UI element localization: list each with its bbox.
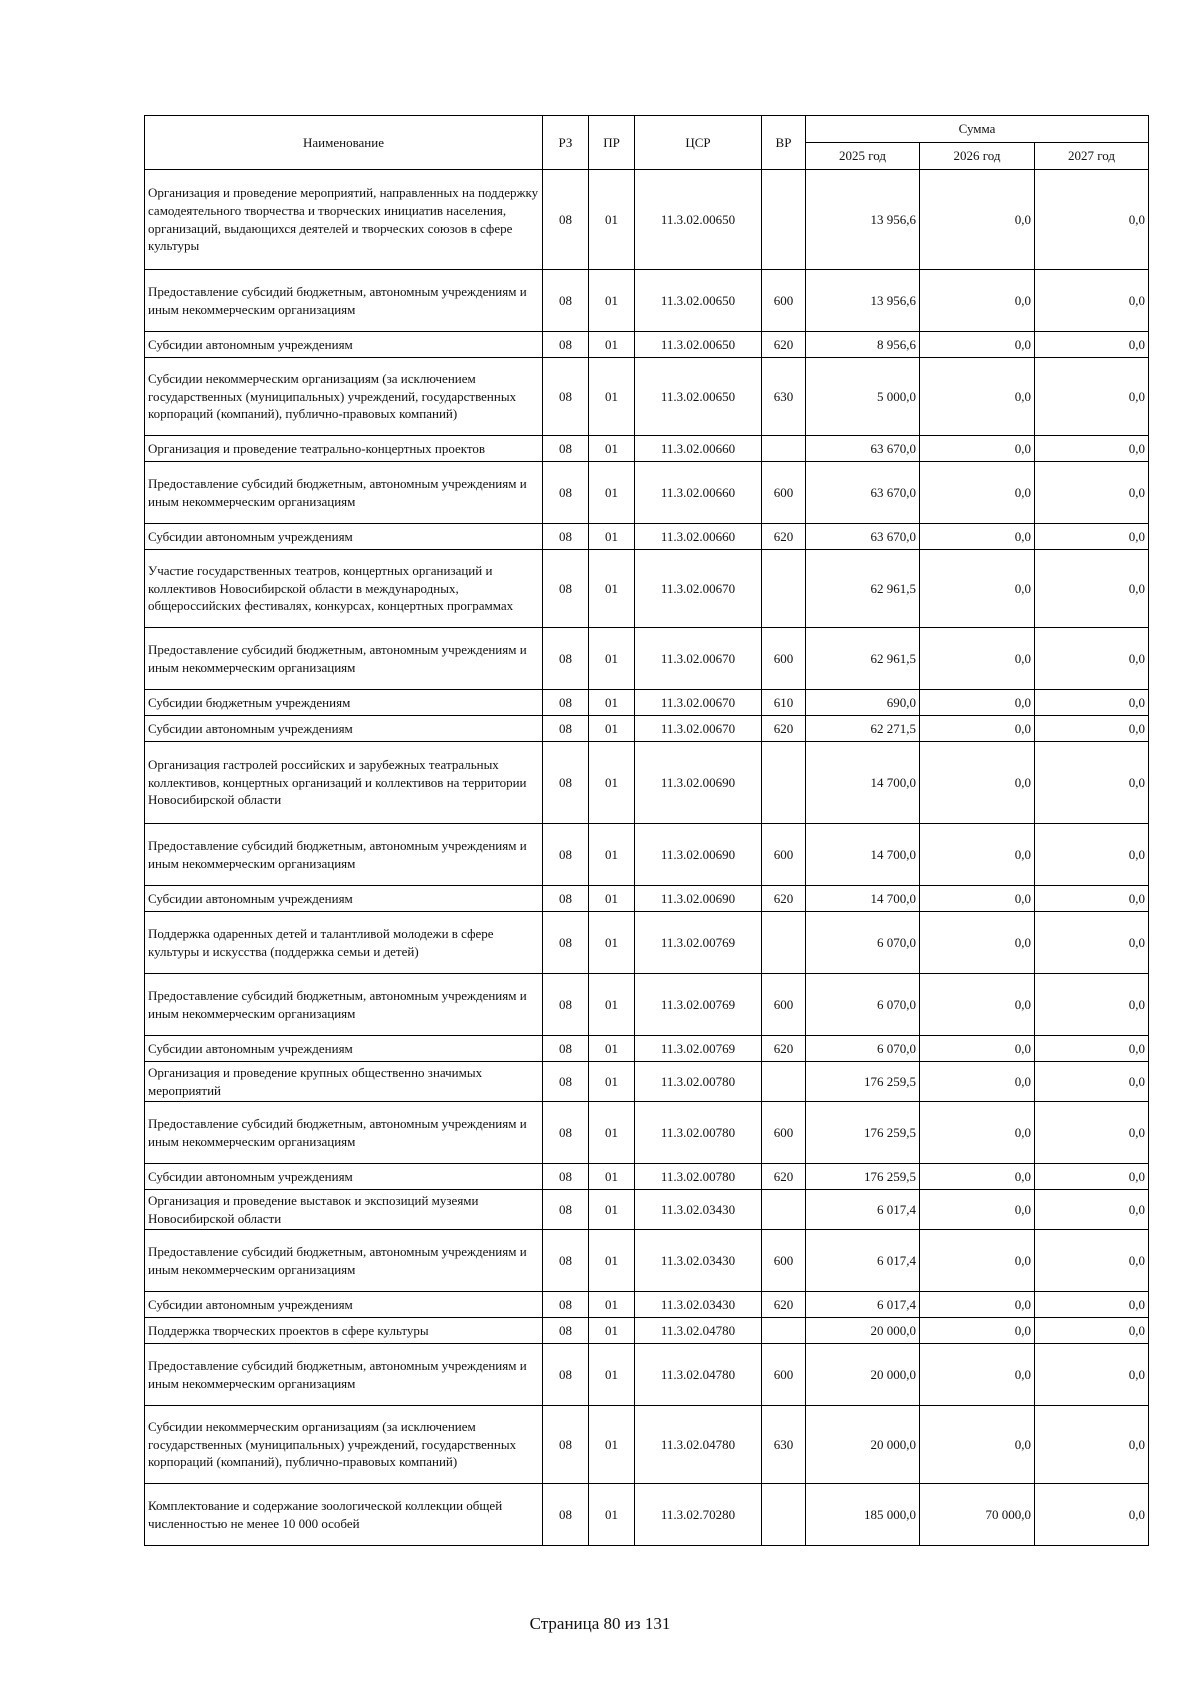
cell-pr: 01 [589,628,635,690]
cell-vr: 620 [762,716,806,742]
table-row [145,824,1149,886]
cell-2026: 0,0 [920,912,1035,974]
cell-2025: 6 070,0 [806,912,920,974]
cell-vr: 620 [762,886,806,912]
cell-pr: 01 [589,690,635,716]
cell-vr: 620 [762,1036,806,1062]
table-row [145,1164,1149,1190]
page-number: Страница 80 из 131 [529,1614,671,1633]
cell-vr: 630 [762,1406,806,1484]
cell-vr [762,550,806,628]
cell-2026: 0,0 [920,1318,1035,1344]
table-row [145,358,1149,436]
cell-name: Организация гастролей российских и зарубежных театральных коллективов, концертных организаций и коллективов на территории Новосибирской области [145,742,543,824]
cell-2026: 0,0 [920,716,1035,742]
cell-vr [762,912,806,974]
cell-pr: 01 [589,1230,635,1292]
cell-vr: 600 [762,628,806,690]
cell-2027: 0,0 [1035,886,1149,912]
cell-2027: 0,0 [1035,1036,1149,1062]
cell-csr: 11.3.02.00650 [635,170,762,270]
cell-name: Участие государственных театров, концертных организаций и коллективов Новосибирской области в международных, общероссийских фестивалях, конкурсах, концертных программах [145,550,543,628]
cell-2026: 0,0 [920,550,1035,628]
cell-2027: 0,0 [1035,332,1149,358]
cell-pr: 01 [589,462,635,524]
cell-pr: 01 [589,886,635,912]
cell-vr [762,1190,806,1230]
cell-rz: 08 [543,1190,589,1230]
header-year-2025: 2025 год [806,143,920,170]
cell-2025: 8 956,6 [806,332,920,358]
cell-rz: 08 [543,550,589,628]
cell-vr: 600 [762,974,806,1036]
cell-pr: 01 [589,436,635,462]
cell-2025: 6 017,4 [806,1292,920,1318]
table-row [145,1344,1149,1406]
cell-csr: 11.3.02.00670 [635,690,762,716]
header-vr: ВР [762,116,806,170]
header-year-2027: 2027 год [1035,143,1149,170]
table-row [145,974,1149,1036]
cell-vr: 630 [762,358,806,436]
cell-name: Организация и проведение выставок и экспозиций музеями Новосибирской области [145,1190,543,1230]
cell-csr: 11.3.02.00690 [635,742,762,824]
cell-name: Субсидии автономным учреждениям [145,1036,543,1062]
cell-2025: 13 956,6 [806,270,920,332]
table-row [145,886,1149,912]
cell-rz: 08 [543,270,589,332]
cell-vr: 620 [762,524,806,550]
header-year-2026: 2026 год [920,143,1035,170]
cell-pr: 01 [589,824,635,886]
table-row [145,1190,1149,1230]
cell-pr: 01 [589,1190,635,1230]
cell-name: Поддержка творческих проектов в сфере культуры [145,1318,543,1344]
cell-2026: 70 000,0 [920,1484,1035,1546]
cell-name: Предоставление субсидий бюджетным, автономным учреждениям и иным некоммерческим организациям [145,1102,543,1164]
cell-pr: 01 [589,550,635,628]
cell-pr: 01 [589,170,635,270]
cell-csr: 11.3.02.04780 [635,1406,762,1484]
table-row [145,742,1149,824]
table-row [145,1318,1149,1344]
cell-rz: 08 [543,332,589,358]
cell-2027: 0,0 [1035,1292,1149,1318]
cell-pr: 01 [589,1102,635,1164]
cell-rz: 08 [543,1484,589,1546]
header-csr: ЦСР [635,116,762,170]
cell-2027: 0,0 [1035,1406,1149,1484]
header-pr: ПР [589,116,635,170]
cell-rz: 08 [543,358,589,436]
cell-2026: 0,0 [920,462,1035,524]
cell-name: Поддержка одаренных детей и талантливой молодежи в сфере культуры и искусства (поддержка семьи и детей) [145,912,543,974]
cell-csr: 11.3.02.00650 [635,332,762,358]
cell-rz: 08 [543,912,589,974]
cell-vr: 600 [762,1344,806,1406]
cell-rz: 08 [543,1164,589,1190]
cell-rz: 08 [543,974,589,1036]
cell-pr: 01 [589,742,635,824]
cell-2027: 0,0 [1035,912,1149,974]
cell-2025: 63 670,0 [806,524,920,550]
cell-csr: 11.3.02.00650 [635,270,762,332]
cell-name: Субсидии некоммерческим организациям (за исключением государственных (муниципальных) учреждений, государственных корпораций (компаний), публично-правовых компаний) [145,358,543,436]
cell-csr: 11.3.02.00650 [635,358,762,436]
cell-csr: 11.3.02.00690 [635,824,762,886]
cell-2027: 0,0 [1035,462,1149,524]
cell-csr: 11.3.02.00769 [635,1036,762,1062]
cell-rz: 08 [543,690,589,716]
cell-2027: 0,0 [1035,270,1149,332]
cell-rz: 08 [543,824,589,886]
cell-2026: 0,0 [920,332,1035,358]
cell-pr: 01 [589,1292,635,1318]
cell-2026: 0,0 [920,742,1035,824]
cell-name: Субсидии автономным учреждениям [145,332,543,358]
cell-csr: 11.3.02.00670 [635,716,762,742]
cell-2026: 0,0 [920,690,1035,716]
table-row [145,1230,1149,1292]
cell-2027: 0,0 [1035,628,1149,690]
table-row [145,332,1149,358]
cell-vr: 600 [762,1230,806,1292]
cell-name: Субсидии автономным учреждениям [145,716,543,742]
table-row [145,1406,1149,1484]
cell-pr: 01 [589,332,635,358]
cell-csr: 11.3.02.00780 [635,1164,762,1190]
cell-pr: 01 [589,1318,635,1344]
cell-name: Предоставление субсидий бюджетным, автономным учреждениям и иным некоммерческим организациям [145,1230,543,1292]
cell-2027: 0,0 [1035,524,1149,550]
cell-vr [762,436,806,462]
table-row [145,1062,1149,1102]
budget-table [144,115,1149,1546]
cell-csr: 11.3.02.00660 [635,524,762,550]
cell-2025: 6 017,4 [806,1190,920,1230]
table-row [145,1292,1149,1318]
cell-pr: 01 [589,1036,635,1062]
cell-vr [762,170,806,270]
cell-2027: 0,0 [1035,170,1149,270]
cell-2026: 0,0 [920,270,1035,332]
cell-2025: 6 017,4 [806,1230,920,1292]
cell-2025: 62 961,5 [806,628,920,690]
cell-rz: 08 [543,462,589,524]
cell-pr: 01 [589,1344,635,1406]
cell-name: Предоставление субсидий бюджетным, автономным учреждениям и иным некоммерческим организациям [145,974,543,1036]
cell-2026: 0,0 [920,886,1035,912]
cell-pr: 01 [589,1164,635,1190]
header-rz: РЗ [543,116,589,170]
cell-vr: 620 [762,332,806,358]
cell-2025: 20 000,0 [806,1344,920,1406]
cell-name: Организация и проведение крупных общественно значимых мероприятий [145,1062,543,1102]
table-row [145,716,1149,742]
table-row [145,462,1149,524]
cell-2025: 20 000,0 [806,1406,920,1484]
table-row [145,912,1149,974]
cell-csr: 11.3.02.00690 [635,886,762,912]
cell-vr: 620 [762,1164,806,1190]
cell-name: Комплектование и содержание зоологической коллекции общей численностью не менее 10 000 особей [145,1484,543,1546]
cell-vr: 600 [762,462,806,524]
cell-csr: 11.3.02.00670 [635,550,762,628]
table-row [145,690,1149,716]
cell-2025: 62 271,5 [806,716,920,742]
cell-2026: 0,0 [920,1102,1035,1164]
cell-rz: 08 [543,1344,589,1406]
cell-2027: 0,0 [1035,690,1149,716]
cell-2026: 0,0 [920,824,1035,886]
cell-2025: 5 000,0 [806,358,920,436]
table-row [145,1036,1149,1062]
cell-2025: 14 700,0 [806,824,920,886]
cell-rz: 08 [543,524,589,550]
cell-2026: 0,0 [920,1230,1035,1292]
header-sum: Сумма [806,116,1149,143]
cell-name: Предоставление субсидий бюджетным, автономным учреждениям и иным некоммерческим организациям [145,270,543,332]
table-row [145,1102,1149,1164]
cell-2027: 0,0 [1035,716,1149,742]
cell-pr: 01 [589,974,635,1036]
table-header [145,116,1149,170]
cell-2026: 0,0 [920,170,1035,270]
cell-2027: 0,0 [1035,1230,1149,1292]
cell-2027: 0,0 [1035,436,1149,462]
table-row [145,270,1149,332]
cell-pr: 01 [589,1062,635,1102]
cell-csr: 11.3.02.00769 [635,974,762,1036]
cell-rz: 08 [543,886,589,912]
cell-2026: 0,0 [920,974,1035,1036]
cell-pr: 01 [589,912,635,974]
cell-rz: 08 [543,1036,589,1062]
cell-2026: 0,0 [920,1036,1035,1062]
cell-2027: 0,0 [1035,742,1149,824]
table-row [145,436,1149,462]
cell-pr: 01 [589,1406,635,1484]
cell-2027: 0,0 [1035,1102,1149,1164]
cell-2026: 0,0 [920,1164,1035,1190]
cell-vr [762,1062,806,1102]
table-body [145,170,1149,1546]
cell-name: Субсидии бюджетным учреждениям [145,690,543,716]
cell-2025: 176 259,5 [806,1062,920,1102]
cell-csr: 11.3.02.04780 [635,1318,762,1344]
cell-pr: 01 [589,270,635,332]
cell-name: Предоставление субсидий бюджетным, автономным учреждениям и иным некоммерческим организациям [145,1344,543,1406]
cell-name: Организация и проведение театрально-концертных проектов [145,436,543,462]
cell-2026: 0,0 [920,524,1035,550]
cell-rz: 08 [543,1230,589,1292]
cell-vr [762,1484,806,1546]
cell-csr: 11.3.02.00670 [635,628,762,690]
cell-vr [762,1318,806,1344]
cell-2027: 0,0 [1035,1190,1149,1230]
cell-csr: 11.3.02.03430 [635,1230,762,1292]
cell-vr [762,742,806,824]
cell-2026: 0,0 [920,1292,1035,1318]
cell-vr: 600 [762,1102,806,1164]
cell-2025: 20 000,0 [806,1318,920,1344]
cell-2026: 0,0 [920,358,1035,436]
cell-rz: 08 [543,742,589,824]
cell-csr: 11.3.02.03430 [635,1292,762,1318]
cell-2025: 63 670,0 [806,436,920,462]
cell-2027: 0,0 [1035,358,1149,436]
cell-2025: 14 700,0 [806,742,920,824]
cell-rz: 08 [543,1102,589,1164]
cell-2025: 176 259,5 [806,1164,920,1190]
cell-2026: 0,0 [920,1062,1035,1102]
cell-2026: 0,0 [920,1406,1035,1484]
cell-2025: 690,0 [806,690,920,716]
cell-name: Субсидии автономным учреждениям [145,524,543,550]
cell-2025: 13 956,6 [806,170,920,270]
header-name: Наименование [145,116,543,170]
cell-pr: 01 [589,524,635,550]
cell-rz: 08 [543,170,589,270]
cell-name: Субсидии некоммерческим организациям (за исключением государственных (муниципальных) учреждений, государственных корпораций (компаний), публично-правовых компаний) [145,1406,543,1484]
cell-2027: 0,0 [1035,1062,1149,1102]
cell-2025: 6 070,0 [806,974,920,1036]
cell-2027: 0,0 [1035,1484,1149,1546]
table-row [145,628,1149,690]
cell-vr: 610 [762,690,806,716]
cell-rz: 08 [543,716,589,742]
cell-rz: 08 [543,1318,589,1344]
cell-rz: 08 [543,628,589,690]
cell-2027: 0,0 [1035,1318,1149,1344]
cell-rz: 08 [543,1062,589,1102]
cell-2025: 185 000,0 [806,1484,920,1546]
cell-2025: 14 700,0 [806,886,920,912]
cell-2027: 0,0 [1035,824,1149,886]
cell-csr: 11.3.02.00660 [635,462,762,524]
cell-2025: 63 670,0 [806,462,920,524]
table-row [145,170,1149,270]
cell-name: Предоставление субсидий бюджетным, автономным учреждениям и иным некоммерческим организациям [145,824,543,886]
cell-2027: 0,0 [1035,974,1149,1036]
cell-rz: 08 [543,1292,589,1318]
cell-2025: 62 961,5 [806,550,920,628]
cell-csr: 11.3.02.04780 [635,1344,762,1406]
cell-csr: 11.3.02.70280 [635,1484,762,1546]
cell-csr: 11.3.02.00780 [635,1062,762,1102]
cell-2025: 6 070,0 [806,1036,920,1062]
cell-csr: 11.3.02.00660 [635,436,762,462]
cell-2027: 0,0 [1035,550,1149,628]
cell-vr: 600 [762,824,806,886]
cell-2026: 0,0 [920,1344,1035,1406]
table-row [145,550,1149,628]
cell-vr: 620 [762,1292,806,1318]
cell-csr: 11.3.02.00769 [635,912,762,974]
cell-2025: 176 259,5 [806,1102,920,1164]
cell-pr: 01 [589,358,635,436]
cell-rz: 08 [543,436,589,462]
cell-pr: 01 [589,1484,635,1546]
cell-csr: 11.3.02.03430 [635,1190,762,1230]
cell-2026: 0,0 [920,1190,1035,1230]
cell-csr: 11.3.02.00780 [635,1102,762,1164]
cell-pr: 01 [589,716,635,742]
cell-name: Предоставление субсидий бюджетным, автономным учреждениям и иным некоммерческим организациям [145,628,543,690]
cell-vr: 600 [762,270,806,332]
cell-name: Субсидии автономным учреждениям [145,1292,543,1318]
cell-name: Предоставление субсидий бюджетным, автономным учреждениям и иным некоммерческим организациям [145,462,543,524]
cell-name: Субсидии автономным учреждениям [145,1164,543,1190]
cell-rz: 08 [543,1406,589,1484]
cell-2026: 0,0 [920,628,1035,690]
cell-2027: 0,0 [1035,1344,1149,1406]
cell-name: Организация и проведение мероприятий, направленных на поддержку самодеятельного творчества и творческих инициатив населения, организаций, выдающихся деятелей и творческих союзов в сфере культуры [145,170,543,270]
table-row [145,524,1149,550]
cell-name: Субсидии автономным учреждениям [145,886,543,912]
cell-2026: 0,0 [920,436,1035,462]
cell-2027: 0,0 [1035,1164,1149,1190]
table-row [145,1484,1149,1546]
